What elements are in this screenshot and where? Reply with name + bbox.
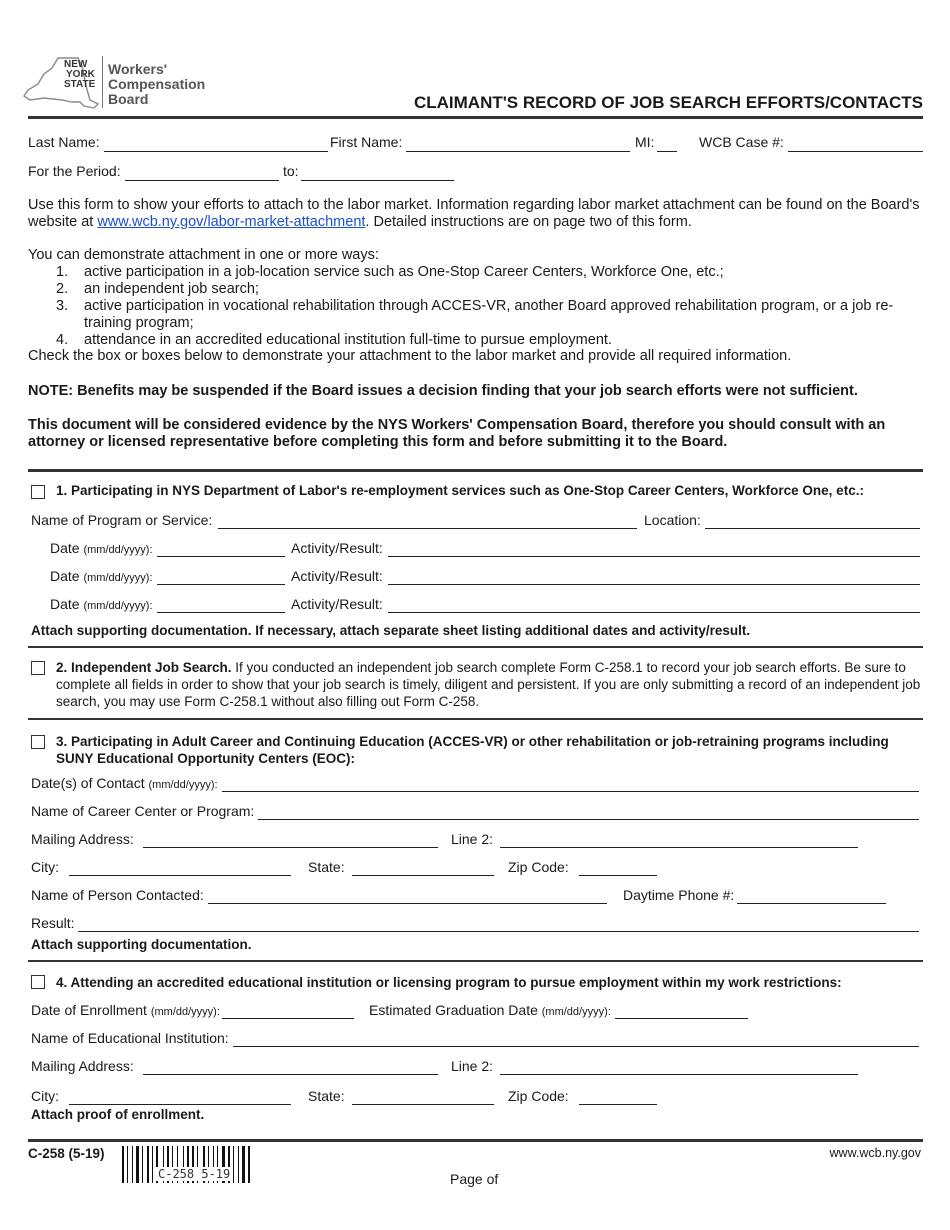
mi-field[interactable] <box>657 151 677 152</box>
activity-field-1[interactable] <box>388 556 920 557</box>
section2-body: If you conducted an independent job search complete Form C-258.1 to record your job search efforts. Be sure to complete all fields in order to show that your job search is timely, diligent and persistent. If you are only submitting a record of an independent job search, you may use Form C-258.1 without also filling out Form C-258. <box>56 660 921 709</box>
contact-dates-label <box>31 775 218 791</box>
s4-city-field[interactable] <box>69 1104 291 1105</box>
date-text-1: Date <box>50 540 80 556</box>
section1-rule <box>28 469 923 472</box>
intro-text: Use this form to show your efforts to attach to the labor market. Information regarding labor market attachment can be found on the Board's website at <box>28 197 920 230</box>
result-label: Result: <box>31 915 75 931</box>
enrollment-date-label <box>31 1002 220 1018</box>
graduation-date-label <box>369 1002 611 1018</box>
section3-checkbox[interactable] <box>31 735 45 749</box>
way-text-2: an independent job search; <box>84 281 259 297</box>
footer-rule <box>28 1139 923 1142</box>
enrollment-date-text: Date of Enrollment <box>31 1002 147 1018</box>
section4-rule <box>28 960 923 962</box>
section3-rule <box>28 718 923 720</box>
date-label-2 <box>50 568 153 584</box>
section4-checkbox[interactable] <box>31 975 45 989</box>
graduation-date-text: Estimated Graduation Date <box>369 1002 538 1018</box>
activity-field-2[interactable] <box>388 584 920 585</box>
section3-attach-note: Attach supporting documentation. <box>31 937 252 952</box>
way-text-4: attendance in an accredited educational institution full-time to pursue employment. <box>84 332 612 348</box>
person-contacted-field[interactable] <box>208 903 607 904</box>
logo-agency-line1: Workers' <box>108 61 168 77</box>
s4-mailing-label: Mailing Address: <box>31 1058 134 1074</box>
location-field[interactable] <box>705 528 920 529</box>
date-field-3[interactable] <box>157 612 285 613</box>
s4-line2-label: Line 2: <box>451 1058 494 1074</box>
s4-state-label: State: <box>308 1088 345 1104</box>
intro-paragraph <box>28 197 923 231</box>
career-center-label: Name of Career Center or Program: <box>31 803 255 819</box>
date-text-3: Date <box>50 596 80 612</box>
institution-label: Name of Educational Institution: <box>31 1030 229 1046</box>
s3-mailing-label: Mailing Address: <box>31 831 134 847</box>
case-number-label: WCB Case #: <box>699 134 784 150</box>
activity-label-1: Activity/Result: <box>291 540 383 556</box>
logo-state-line2: YORK <box>66 69 95 80</box>
section2-heading: 2. Independent Job Search. <box>56 660 232 675</box>
s4-zip-field[interactable] <box>579 1104 657 1105</box>
s4-line2-field[interactable] <box>500 1074 858 1075</box>
s3-mailing-field[interactable] <box>143 847 438 848</box>
evidence-warning: This document will be considered evidence by the NYS Workers' Compensation Board, therefore you should consult with an attorney or licensed representative before completing this form and before submitting it to the Board. <box>28 417 886 450</box>
section1-checkbox[interactable] <box>31 485 45 499</box>
way-number-1: 1. <box>56 264 69 280</box>
way-number-3: 3. <box>56 298 69 314</box>
logo-state-line1: NEW <box>64 59 88 70</box>
way-number-4: 4. <box>56 332 69 348</box>
date-format-1: (mm/dd/yyyy): <box>83 544 153 556</box>
graduation-date-format: (mm/dd/yyyy): <box>541 1006 611 1018</box>
contact-dates-text: Date(s) of Contact <box>31 775 145 791</box>
page-number: Page of <box>450 1171 499 1187</box>
first-name-field[interactable] <box>406 151 630 152</box>
s4-zip-label: Zip Code: <box>508 1088 569 1104</box>
date-text-2: Date <box>50 568 80 584</box>
date-format-2: (mm/dd/yyyy): <box>83 572 153 584</box>
s3-zip-field[interactable] <box>579 875 657 876</box>
intro-text-end: . Detailed instructions are on page two of this form. <box>365 214 692 230</box>
period-label: For the Period: <box>28 163 121 179</box>
s3-city-field[interactable] <box>69 875 291 876</box>
period-start-field[interactable] <box>125 180 279 181</box>
agency-logo <box>20 54 215 116</box>
period-end-field[interactable] <box>301 180 454 181</box>
date-label-3 <box>50 596 153 612</box>
section1-attach-note: Attach supporting documentation. If necessary, attach separate sheet listing additional dates and activity/result. <box>31 623 751 638</box>
way-text-3: active participation in vocational rehabilitation through ACCES-VR, another Board approved rehabilitation program, or a job re-training program; <box>84 298 894 331</box>
contact-dates-format: (mm/dd/yyyy): <box>148 779 218 791</box>
s3-line2-field[interactable] <box>500 847 858 848</box>
website-footer: www.wcb.ny.gov <box>829 1146 921 1160</box>
logo-agency-line2: Compensation <box>108 76 206 92</box>
program-name-field[interactable] <box>218 528 637 529</box>
header-rule <box>28 116 923 119</box>
labor-market-link[interactable]: www.wcb.ny.gov/labor-market-attachment <box>97 214 366 230</box>
check-instruction: Check the box or boxes below to demonstrate your attachment to the labor market and provide all required information. <box>28 348 792 364</box>
ways-intro: You can demonstrate attachment in one or more ways: <box>28 247 379 263</box>
s3-zip-label: Zip Code: <box>508 859 569 875</box>
section2-text <box>56 659 922 710</box>
s3-state-label: State: <box>308 859 345 875</box>
daytime-phone-label: Daytime Phone #: <box>623 887 735 903</box>
section4-attach-note: Attach proof of enrollment. <box>31 1107 205 1122</box>
location-label: Location: <box>644 512 701 528</box>
career-center-field[interactable] <box>258 819 919 820</box>
daytime-phone-field[interactable] <box>737 903 886 904</box>
enrollment-date-field[interactable] <box>222 1018 354 1019</box>
activity-label-2: Activity/Result: <box>291 568 383 584</box>
enrollment-date-format: (mm/dd/yyyy): <box>150 1006 220 1018</box>
s4-mailing-field[interactable] <box>143 1074 438 1075</box>
s4-state-field[interactable] <box>352 1104 494 1105</box>
s3-state-field[interactable] <box>352 875 494 876</box>
date-field-2[interactable] <box>157 584 285 585</box>
logo-agency-line3: Board <box>108 91 149 107</box>
activity-field-3[interactable] <box>388 612 920 613</box>
case-number-field[interactable] <box>788 151 923 152</box>
section1-heading: 1. Participating in NYS Department of Labor's re-employment services such as One-Stop Career Centers, Workforce One, etc.: <box>56 483 864 498</box>
period-to-label: to: <box>283 163 299 179</box>
first-name-label: First Name: <box>330 134 403 150</box>
result-field[interactable] <box>78 931 919 932</box>
s3-city-label: City: <box>31 859 59 875</box>
institution-field[interactable] <box>233 1046 919 1047</box>
benefits-note: NOTE: Benefits may be suspended if the Board issues a decision finding that your job search efforts were not sufficient. <box>28 383 858 399</box>
s4-city-label: City: <box>31 1088 59 1104</box>
form-barcode <box>120 1146 285 1184</box>
form-title: CLAIMANT'S RECORD OF JOB SEARCH EFFORTS/CONTACTS <box>413 93 923 112</box>
logo-state-line3: STATE <box>64 79 96 90</box>
s3-line2-label: Line 2: <box>451 831 494 847</box>
logo-divider <box>102 56 103 108</box>
date-field-1[interactable] <box>157 556 285 557</box>
date-label-1 <box>50 540 153 556</box>
date-format-3: (mm/dd/yyyy): <box>83 600 153 612</box>
section3-heading: 3. Participating in Adult Career and Continuing Education (ACCES-VR) or other rehabilitation or job-retraining programs including SUNY Educational Opportunity Centers (EOC): <box>56 734 889 766</box>
person-contacted-label: Name of Person Contacted: <box>31 887 204 903</box>
graduation-date-field[interactable] <box>615 1018 748 1019</box>
mi-label: MI: <box>635 134 655 150</box>
program-name-label: Name of Program or Service: <box>31 512 213 528</box>
way-text-1: active participation in a job-location service such as One-Stop Career Centers, Workforce One, etc.; <box>84 264 724 280</box>
form-id: C-258 (5-19) <box>28 1146 105 1161</box>
last-name-label: Last Name: <box>28 134 100 150</box>
section4-heading: 4. Attending an accredited educational institution or licensing program to pursue employment within my work restrictions: <box>56 975 842 990</box>
way-number-2: 2. <box>56 281 69 297</box>
activity-label-3: Activity/Result: <box>291 596 383 612</box>
section2-checkbox[interactable] <box>31 661 45 675</box>
last-name-field[interactable] <box>104 151 328 152</box>
section2-rule <box>28 646 923 648</box>
barcode-text: C-258 5-19 <box>158 1167 231 1181</box>
contact-dates-field[interactable] <box>222 791 919 792</box>
